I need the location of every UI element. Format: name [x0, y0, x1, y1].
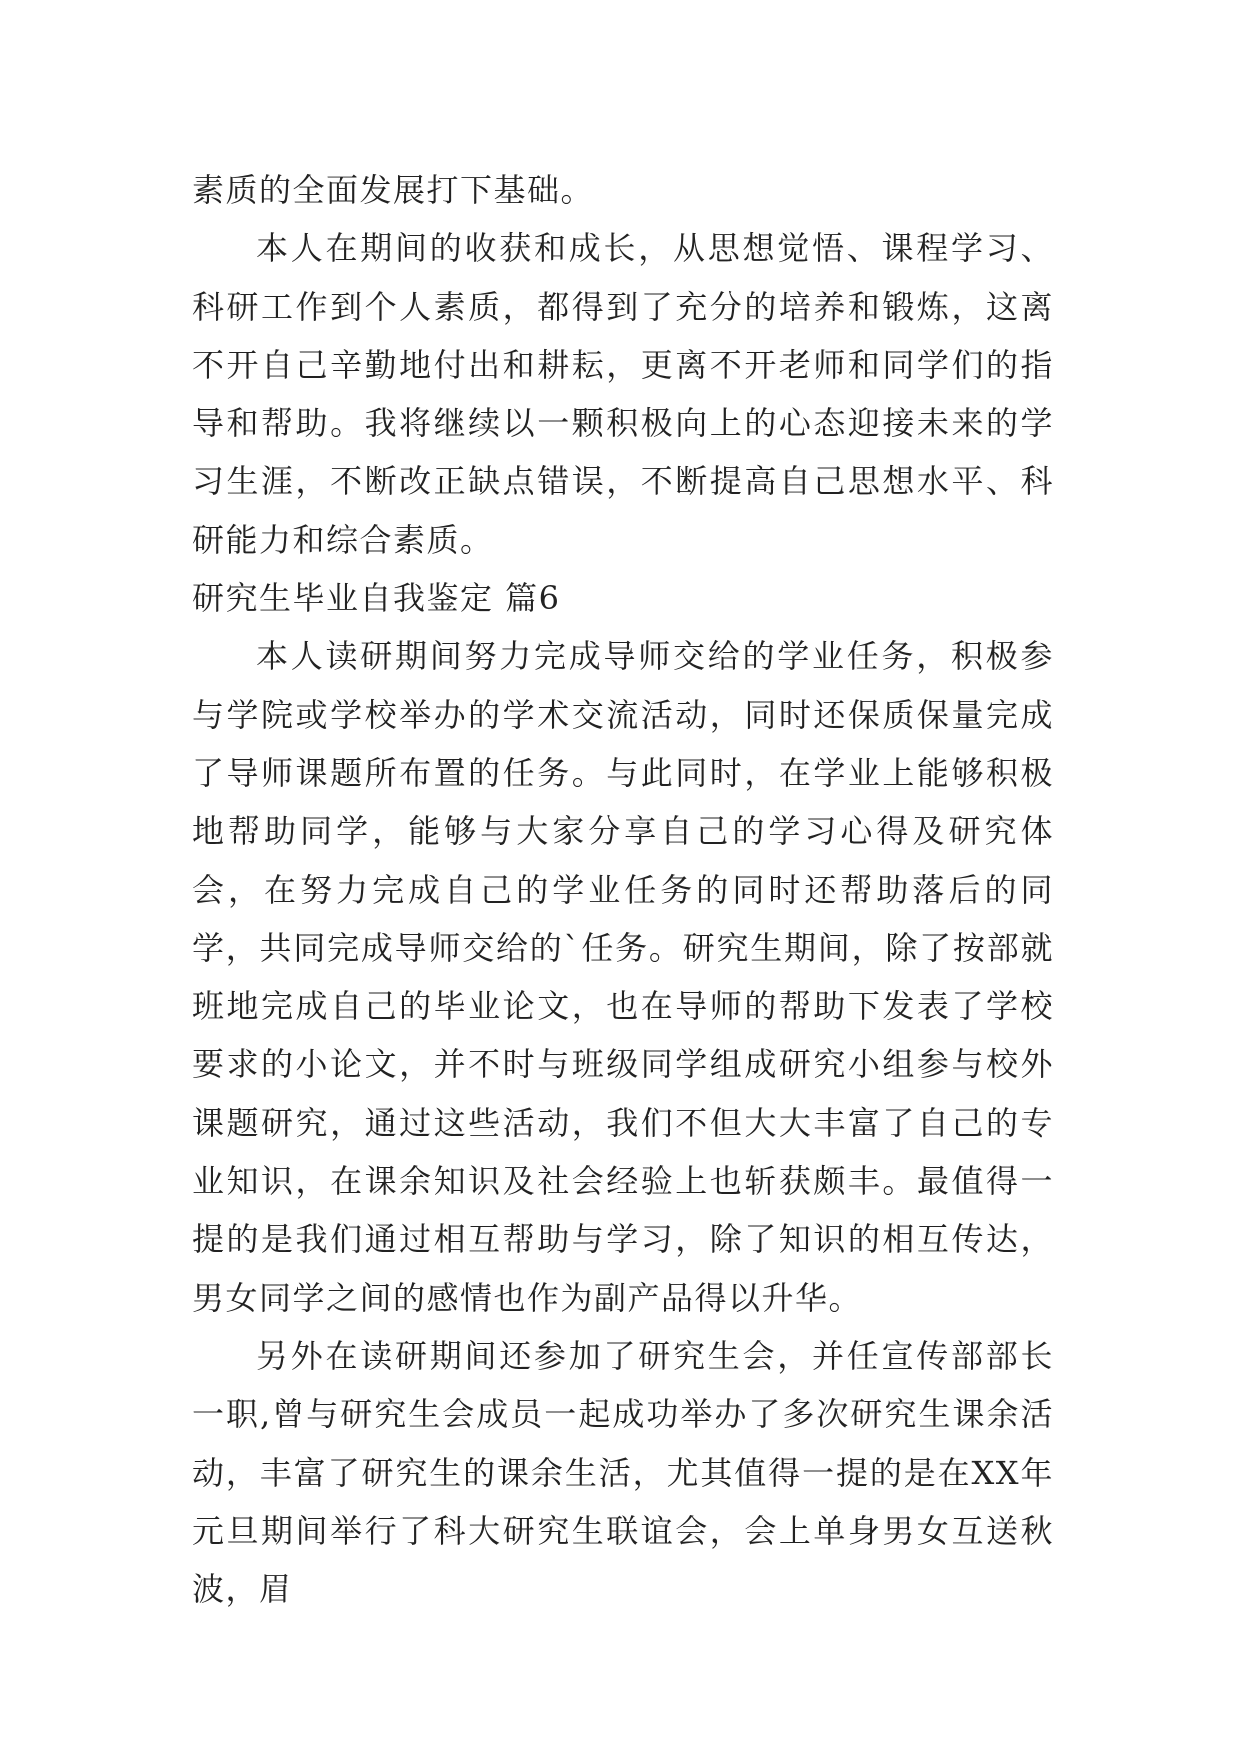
paragraph-academic: 本人读研期间努力完成导师交给的学业任务，积极参与学院或学校举办的学术交流活动，同时还保质保量完成了导师课题所布置的任务。与此同时，在学业上能够积极地帮助同学，能够与大家分享自己的学习心得及研究体会，在努力完成自己的学业任务的同时还帮助落后的同学，共同完成导师交给的`任务。研究生期间，除了按部就班地完成自己的毕业论文，也在导师的帮助下发表了学校要求的小论文，并不时与班级同学组成研究小组参与校外课题研究，通过这些活动，我们不但大大丰富了自己的专业知识，在课余知识及社会经验上也斩获颇丰。最值得一提的是我们通过相互帮助与学习，除了知识的相互传达，男女同学之间的感情也作为副产品得以升华。: [192, 637, 1054, 1317]
section-heading: 研究生毕业自我鉴定 篇6: [192, 579, 561, 618]
paragraph-summary: 本人在期间的收获和成长，从思想觉悟、课程学习、科研工作到个人素质，都得到了充分的培养和锻炼，这离不开自己辛勤地付出和耕耘，更离不开老师和同学们的指导和帮助。我将继续以一颗积极向上的心态迎接未来的学习生涯，不断改正缺点错误，不断提高自己思想水平、科研能力和综合素质。: [192, 229, 1054, 559]
document-body: [192, 161, 1054, 1618]
paragraph-continuation: 素质的全面发展打下基础。: [192, 171, 595, 209]
paragraph-student-union: 另外在读研期间还参加了研究生会，并任宣传部部长一职,曾与研究生会成员一起成功举办了多次研究生课余活动，丰富了研究生的课余生活，尤其值得一提的是在XX年元旦期间举行了科大研究生联谊会，会上单身男女互送秋波，眉: [192, 1336, 1054, 1609]
